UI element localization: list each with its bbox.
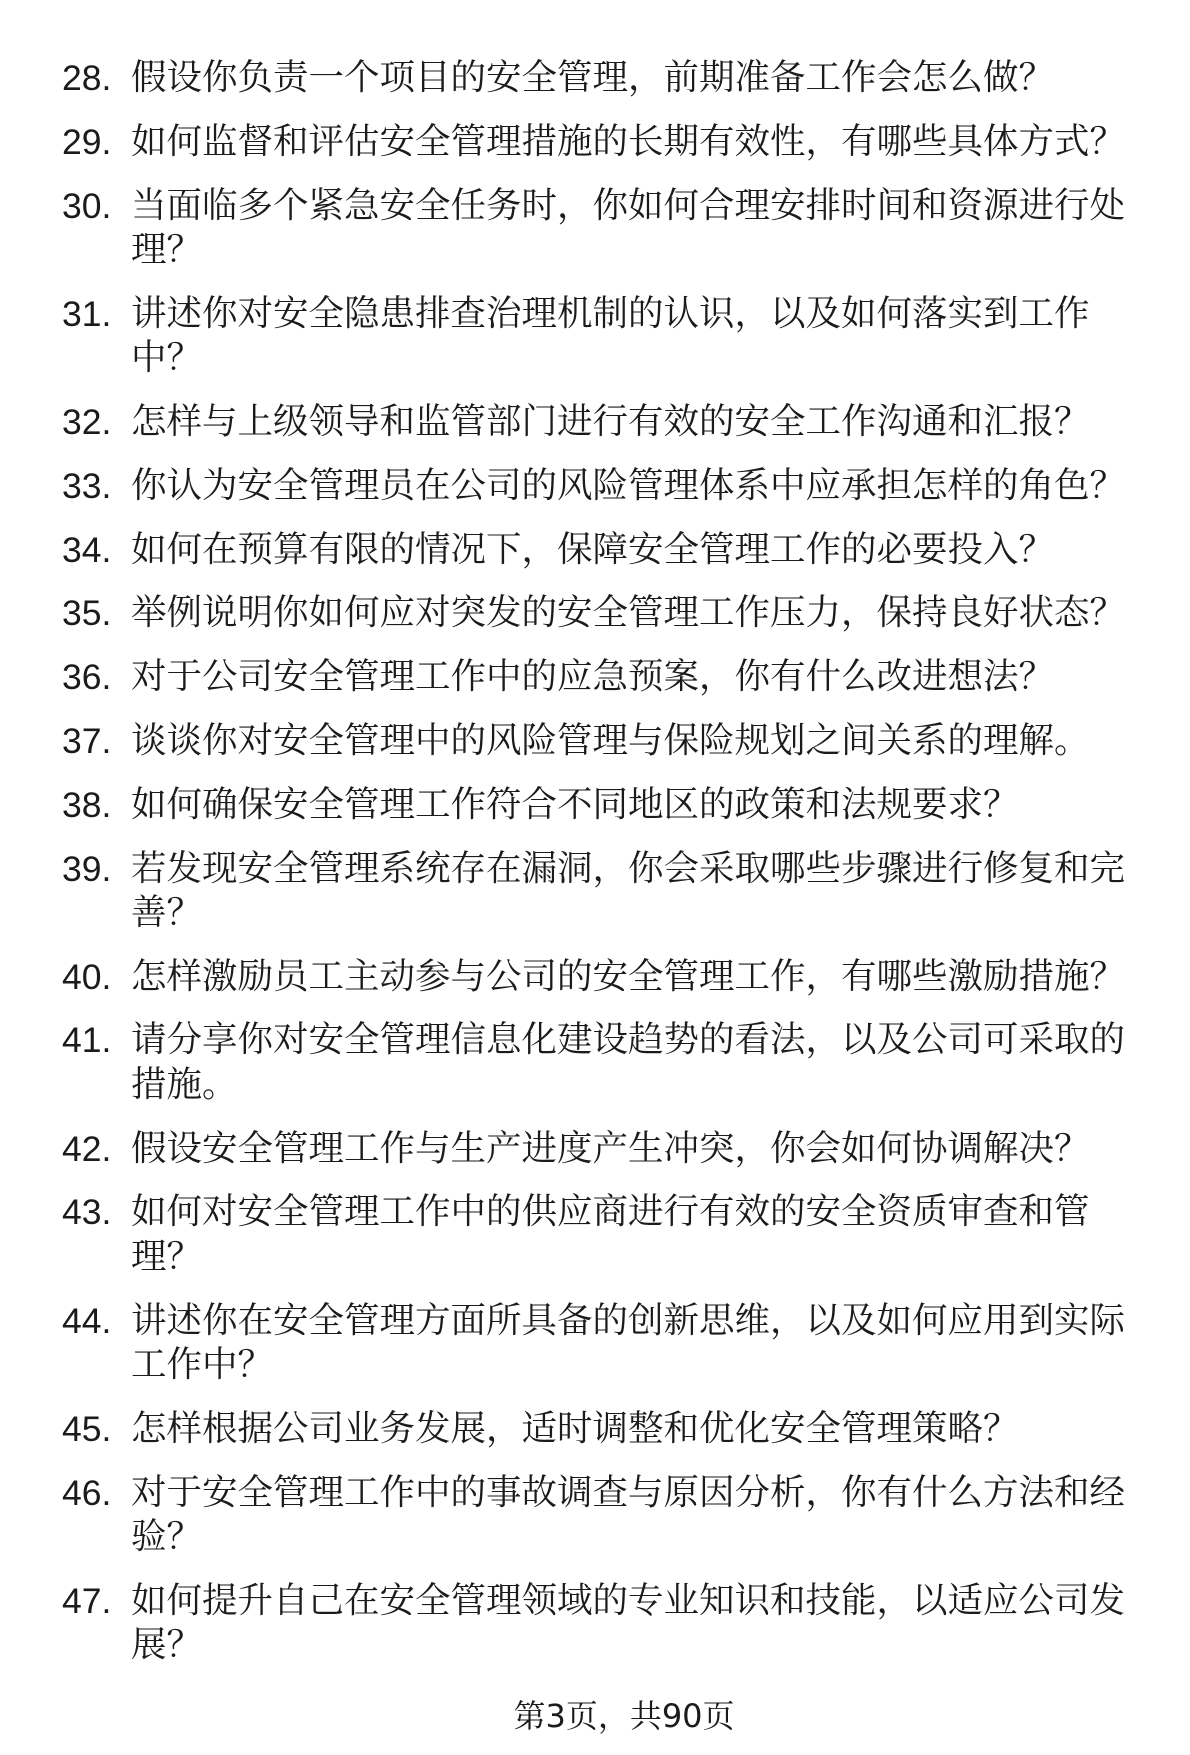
question-item — [62, 1299, 1172, 1388]
question-number: 47. — [62, 1580, 112, 1621]
question-text — [131, 783, 1019, 827]
question-text-line: 谈谈你对安全管理中的风险管理与保险规划之间关系的理解。 — [131, 719, 1090, 761]
question-number: 35. — [62, 593, 112, 634]
question-item — [62, 1407, 1172, 1451]
question-text-line: 当面临多个紧急安全任务时，你如何合理安排时间和资源进行处 — [131, 184, 1126, 226]
question-number: 34. — [62, 529, 112, 570]
question-text-line: 工作中？ — [131, 1344, 274, 1386]
question-text-line: 怎样根据公司业务发展，适时调整和优化安全管理策略？ — [131, 1407, 1019, 1449]
question-item — [62, 120, 1172, 164]
question-text — [131, 1190, 1090, 1279]
question-text-line: 怎样与上级领导和监管部门进行有效的安全工作沟通和汇报？ — [131, 400, 1090, 442]
question-number: 42. — [62, 1128, 112, 1169]
question-number: 46. — [62, 1472, 112, 1513]
page-indicator: 第3页，共90页 — [513, 1697, 735, 1735]
question-text-line: 讲述你在安全管理方面所具备的创新思维，以及如何应用到实际 — [131, 1299, 1126, 1341]
question-number: 29. — [62, 121, 112, 162]
question-text-line: 假设你负责一个项目的安全管理，前期准备工作会怎么做？ — [131, 57, 1055, 98]
question-text — [131, 591, 1125, 635]
question-number: 43. — [62, 1192, 112, 1233]
question-item — [62, 400, 1172, 444]
question-text-line: 若发现安全管理系统存在漏洞，你会采取哪些步骤进行修复和完 — [131, 847, 1126, 889]
question-text-line: 如何提升自己在安全管理领域的专业知识和技能，以适应公司发 — [131, 1579, 1126, 1621]
question-text — [131, 528, 1054, 572]
question-text-line: 理？ — [131, 228, 203, 270]
question-text — [131, 56, 1054, 100]
question-text — [131, 120, 1125, 164]
question-text — [131, 400, 1090, 444]
question-text — [131, 719, 1090, 763]
question-text — [131, 464, 1125, 508]
question-item — [62, 184, 1172, 273]
question-text-line: 你认为安全管理员在公司的风险管理体系中应承担怎样的角色？ — [131, 464, 1126, 506]
question-text-line: 对于公司安全管理工作中的应急预案，你有什么改进想法？ — [131, 656, 1055, 698]
question-text-line: 如何对安全管理工作中的供应商进行有效的安全资质审查和管 — [131, 1191, 1090, 1233]
question-item — [62, 719, 1172, 763]
question-number: 45. — [62, 1408, 112, 1449]
question-item — [62, 1471, 1172, 1560]
question-text-line: 举例说明你如何应对突发的安全管理工作压力，保持良好状态？ — [131, 592, 1126, 634]
question-text-line: 验？ — [131, 1515, 203, 1557]
question-number: 30. — [62, 185, 112, 226]
question-item — [62, 464, 1172, 508]
question-number: 38. — [62, 784, 112, 825]
question-text — [131, 955, 1125, 999]
question-text-line: 理？ — [131, 1235, 203, 1277]
question-text — [131, 1127, 1090, 1171]
question-item — [62, 847, 1172, 936]
question-number: 39. — [62, 848, 112, 889]
question-text-line: 如何监督和评估安全管理措施的长期有效性，有哪些具体方式？ — [131, 120, 1126, 162]
question-text-line: 假设安全管理工作与生产进度产生冲突，你会如何协调解决？ — [131, 1127, 1090, 1169]
question-item — [62, 655, 1172, 699]
question-number: 36. — [62, 657, 112, 698]
question-item — [62, 1018, 1172, 1107]
question-text-line: 展？ — [131, 1624, 203, 1666]
question-text — [131, 655, 1054, 699]
question-number: 32. — [62, 401, 112, 442]
question-number: 41. — [62, 1020, 112, 1061]
question-text — [131, 1579, 1125, 1668]
question-item — [62, 1579, 1172, 1668]
question-number: 44. — [62, 1300, 112, 1341]
question-text-line: 中？ — [131, 337, 203, 379]
question-list — [62, 56, 1172, 1687]
question-number: 33. — [62, 465, 112, 506]
question-number: 31. — [62, 293, 112, 334]
question-text-line: 如何确保安全管理工作符合不同地区的政策和法规要求？ — [131, 783, 1019, 825]
question-number: 40. — [62, 956, 112, 997]
question-item — [62, 292, 1172, 381]
question-text — [131, 184, 1125, 273]
question-text — [131, 1299, 1125, 1388]
question-item — [62, 1190, 1172, 1279]
question-text-line: 对于安全管理工作中的事故调查与原因分析，你有什么方法和经 — [131, 1471, 1126, 1513]
question-text — [131, 1018, 1125, 1107]
question-text — [131, 847, 1125, 936]
question-text-line: 善？ — [131, 891, 203, 933]
question-item — [62, 528, 1172, 572]
question-number: 37. — [62, 720, 112, 761]
question-item — [62, 56, 1172, 100]
question-text — [131, 292, 1090, 381]
question-text-line: 怎样激励员工主动参与公司的安全管理工作，有哪些激励措施？ — [131, 955, 1126, 997]
question-text-line: 措施。 — [131, 1063, 238, 1105]
question-text-line: 讲述你对安全隐患排查治理机制的认识，以及如何落实到工作 — [131, 292, 1090, 334]
question-item — [62, 1127, 1172, 1171]
question-item — [62, 783, 1172, 827]
question-text-line: 如何在预算有限的情况下，保障安全管理工作的必要投入？ — [131, 528, 1055, 570]
question-text-line: 请分享你对安全管理信息化建设趋势的看法，以及公司可采取的 — [131, 1019, 1126, 1061]
question-number: 28. — [62, 58, 112, 98]
question-item — [62, 591, 1172, 635]
question-item — [62, 955, 1172, 999]
question-text — [131, 1471, 1125, 1560]
question-text — [131, 1407, 1019, 1451]
